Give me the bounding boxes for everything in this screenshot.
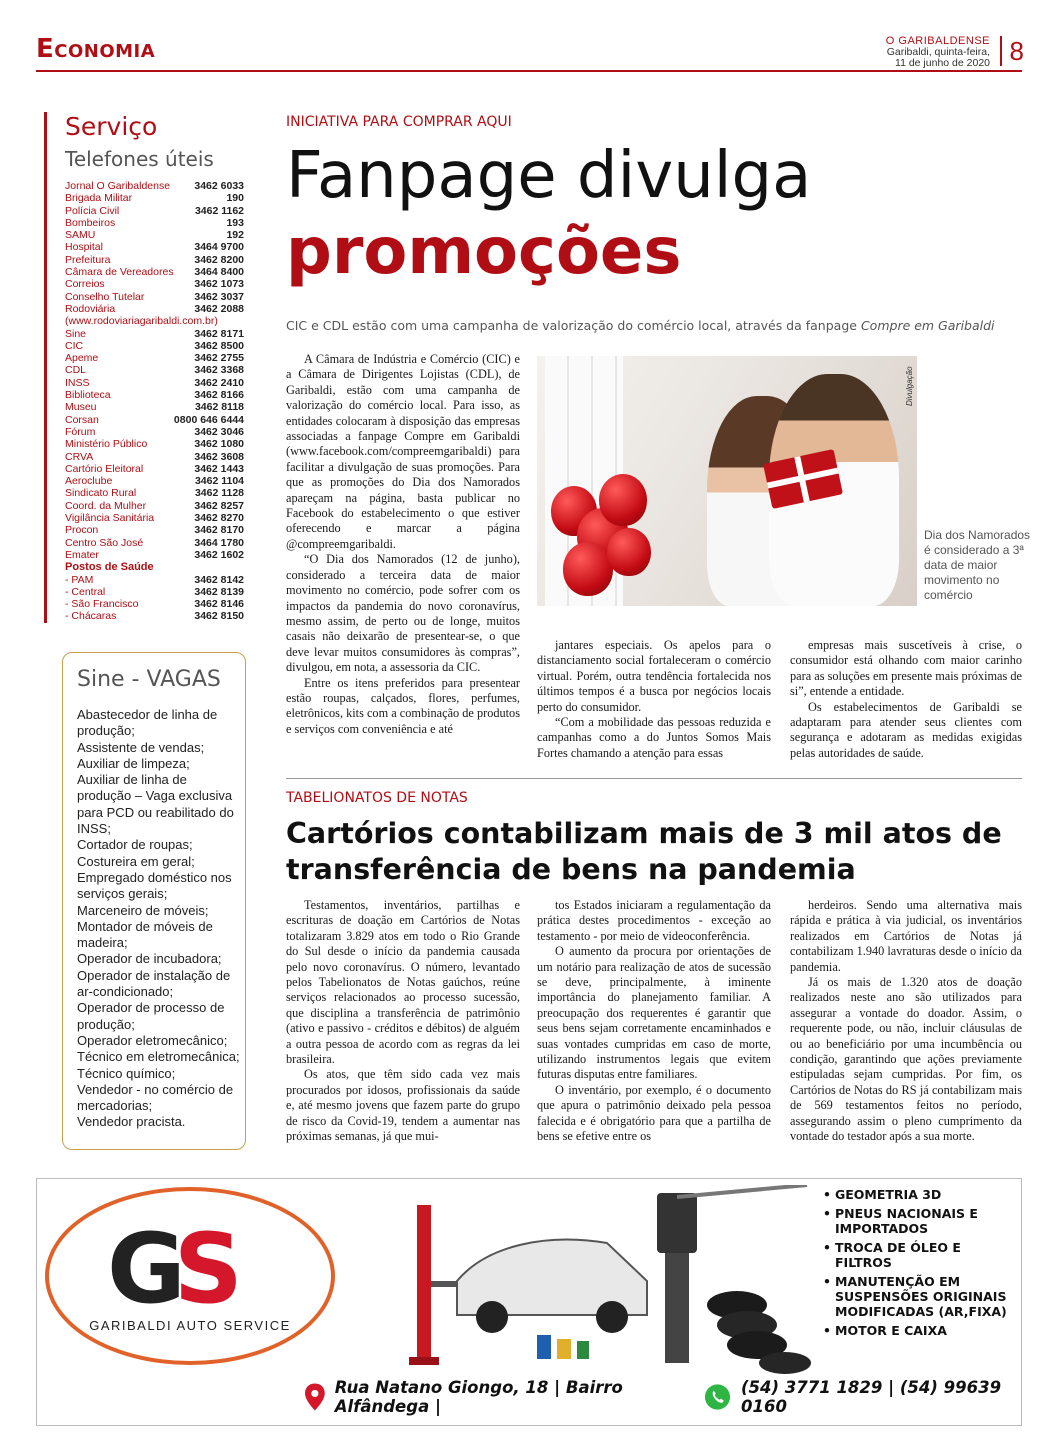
phone-row xyxy=(65,500,244,512)
phone-number: 3462 8166 xyxy=(194,389,244,402)
phone-name: Hospital xyxy=(65,241,103,254)
article2-column-3 xyxy=(790,898,1022,1145)
phone-name: Vigilância Sanitária xyxy=(65,512,155,525)
phone-row xyxy=(65,254,244,266)
phone-row xyxy=(65,217,244,229)
phone-row xyxy=(65,291,244,303)
phone-number: 3464 1780 xyxy=(194,536,244,549)
car-wheel xyxy=(476,1301,508,1333)
phone-name: CDL xyxy=(65,364,87,377)
phone-row xyxy=(65,180,244,192)
masthead xyxy=(886,36,990,69)
phone-name: Corsan xyxy=(65,413,99,426)
tire xyxy=(759,1352,811,1374)
phone-row xyxy=(65,438,244,450)
phone-row xyxy=(65,586,244,598)
alignment-machine xyxy=(657,1193,697,1253)
service-title: Serviço xyxy=(65,112,158,141)
photo-credit: Divulgação xyxy=(905,366,914,406)
ad-brand-name: GARIBALDI AUTO SERVICE xyxy=(89,1318,291,1333)
header-rule xyxy=(36,70,1022,72)
phone-name: Ministério Público xyxy=(65,438,148,451)
ad-logo-mark xyxy=(107,1213,231,1325)
phone-row xyxy=(65,610,244,622)
phone-row xyxy=(65,451,244,463)
phone-row xyxy=(65,315,244,327)
article2-kicker: TABELIONATOS DE NOTAS xyxy=(286,790,468,806)
ad-service-item: • MOTOR E CAIXA xyxy=(823,1323,1019,1338)
oil-can xyxy=(537,1335,551,1359)
ad-services-list xyxy=(823,1187,1019,1342)
ad-logo-g: G xyxy=(107,1213,174,1325)
phone-name: CIC xyxy=(65,339,84,352)
dateline-2: 11 de junho de 2020 xyxy=(895,57,990,69)
ad-garage-illustration xyxy=(397,1185,817,1375)
alignment-bar xyxy=(677,1185,807,1197)
paragraph: O aumento da procura por orientações de um notário para realização de atos de sucessão se deve, principalmente, à iminente importância do planejamento familiar. A preocupação dos requerentes é garantir que seus bens sejam corretamente encaminhados e suas vontades cumpridas em caso de morte, utilizando instrumentos legais que evitem futuras disputas entre familiares. xyxy=(537,944,771,1082)
phone-number: 3462 8139 xyxy=(194,585,244,598)
balloon xyxy=(563,542,613,596)
phone-number: 3462 1080 xyxy=(194,438,244,451)
phone-number: 3464 8400 xyxy=(194,266,244,279)
article2-headline: Cartórios contabilizam mais de 3 mil atos de transferência de bens na pandemia xyxy=(286,817,1002,886)
ad-contact-bar xyxy=(305,1379,1021,1415)
phone-name: Centro São José xyxy=(65,536,144,549)
phone-row xyxy=(65,401,244,413)
phone-name: Polícia Civil xyxy=(65,204,120,217)
phone-number: 3462 2410 xyxy=(194,376,244,389)
phone-row xyxy=(65,426,244,438)
phone-number: 3464 9700 xyxy=(194,241,244,254)
phone-row xyxy=(65,192,244,204)
article1-headline-line1: Fanpage divulga xyxy=(286,139,812,213)
ad-service-item: • MANUTENÇÃO EM SUSPENSÕES ORIGINAIS MODIFICADAS (AR,FIXA) xyxy=(823,1274,1019,1319)
phone-name: Sindicato Rural xyxy=(65,487,137,500)
phone-number: 3462 8270 xyxy=(194,512,244,525)
phone-number: 3462 3368 xyxy=(194,364,244,377)
article1-headline xyxy=(286,138,811,290)
paragraph: Os estabelecimentos de Garibaldi se adaptaram para atender seus clientes com segurança e adotaram as medidas exigidas pelas autoridades de saúde. xyxy=(790,699,1022,760)
phone-name: - São Francisco xyxy=(65,598,139,611)
phone-row xyxy=(65,328,244,340)
phone-row xyxy=(65,414,244,426)
phone-name: Brigada Militar xyxy=(65,192,133,205)
paper-name: O GARIBALDENSE xyxy=(885,35,990,47)
article1-kicker: INICIATIVA PARA COMPRAR AQUI xyxy=(286,114,512,130)
ad-service-item: • PNEUS NACIONAIS E IMPORTADOS xyxy=(823,1206,1019,1236)
phone-row xyxy=(65,549,244,561)
phone-name: Museu xyxy=(65,401,97,414)
service-subtitle: Telefones úteis xyxy=(65,147,214,171)
lift-post xyxy=(409,1357,439,1365)
phone-number: 0800 646 6444 xyxy=(173,413,244,426)
paragraph: Os atos, que têm sido cada vez mais procurados por idosos, profissionais da saúde e, até mesmo jovens que fazem parte do grupo de risco da Covid-19, tendem a aumentar nas próximas semanas, já que mui- xyxy=(286,1067,520,1144)
location-pin-icon xyxy=(305,1382,325,1412)
article1-deck-text: CIC e CDL estão com uma campanha de valorização do comércio local, através da fanpage xyxy=(286,318,857,333)
article1-column-2 xyxy=(537,638,771,761)
phone-number: 3462 8118 xyxy=(194,401,244,414)
paragraph: jantares especiais. Os apelos para o distanciamento social fortaleceram o comércio virtual. Porém, outra tendência fortalecida nos últimos tempos é a busca por negócios locais perto do consumidor. xyxy=(537,638,771,714)
phone-number: 3462 8500 xyxy=(194,339,244,352)
article2-column-2 xyxy=(537,898,771,1145)
phone-number: 3462 1443 xyxy=(194,462,244,475)
article1-column-1 xyxy=(286,352,520,737)
phone-row xyxy=(65,389,244,401)
phone-number: 3462 3608 xyxy=(194,450,244,463)
paragraph: herdeiros. Sendo uma alternativa mais rápida e prática à via judicial, os inventários realizados em Cartórios de Notas já contabilizam 1.940 lavraturas desde o início da pandemia. xyxy=(790,898,1022,974)
balloon xyxy=(607,528,651,576)
paragraph: Já os mais de 1.320 atos de doação realizados neste ano são utilizados para assegurar a vontade do doador. Assim, o requerente pode, ou não, incluir cláusulas de ou ao beneficiário por uma incumbência ou condição, garantindo que ações previamente estipuladas sejam cumpridas. Por fim, os Cartórios de Notas do RS já contabilizam mais de 569 testamentos feitos no período, assegurando assim o pleno cumprimento da vontade do testador após a sua morte. xyxy=(790,975,1022,1144)
ad-logo-s: S xyxy=(173,1213,231,1325)
phone-row xyxy=(65,340,244,352)
phone-number: 3462 8170 xyxy=(194,524,244,537)
article1-deck-italic: Compre em Garibaldi xyxy=(860,318,995,333)
phone-number: 3462 8142 xyxy=(194,573,244,586)
phone-number: 3462 8200 xyxy=(194,253,244,266)
phone-number: 3462 6033 xyxy=(194,180,244,192)
phone-name: Correios xyxy=(65,278,105,291)
paragraph: O inventário, por exemplo, é o documento que apura o patrimônio deixado pela pessoa falecida e é obrigatório para que a partilha de bens se efetive entre os xyxy=(537,1082,771,1144)
phone-name: Aeroclube xyxy=(65,475,113,488)
ad-address: Rua Natano Giongo, 18 | Bairro Alfândega | xyxy=(334,1378,623,1416)
whatsapp-icon[interactable] xyxy=(704,1382,731,1412)
phone-number: 3462 2755 xyxy=(194,352,244,365)
phone-name: Procon xyxy=(65,524,99,537)
phone-name: Câmara de Vereadores xyxy=(65,266,174,279)
phone-name: INSS xyxy=(65,376,90,389)
photo-caption: Dia dos Namorados é considerado a 3ª data de maior movimento no comércio xyxy=(924,528,1031,602)
advertisement[interactable] xyxy=(36,1178,1022,1426)
phone-list xyxy=(65,180,244,623)
phone-name: Coord. da Mulher xyxy=(65,499,147,512)
phone-row xyxy=(65,574,244,586)
service-box xyxy=(44,112,244,623)
article1-column-3 xyxy=(790,638,1022,761)
phone-row xyxy=(65,524,244,536)
article1-deck xyxy=(286,318,1026,333)
phone-name: (www.rodoviariagaribaldi.com.br) xyxy=(65,315,218,328)
phone-row xyxy=(65,364,244,376)
phone-number: 192 xyxy=(226,229,244,242)
phone-row xyxy=(65,229,244,241)
phone-name: - Chácaras xyxy=(65,610,117,623)
phone-number: 3462 8257 xyxy=(194,499,244,512)
phone-number: 3462 1602 xyxy=(194,548,244,561)
phone-row xyxy=(65,278,244,290)
ad-service-item: • GEOMETRIA 3D xyxy=(823,1187,1019,1202)
phone-name: Rodoviária xyxy=(65,302,116,315)
phone-row xyxy=(65,463,244,475)
phone-name: - PAM xyxy=(65,573,94,586)
sine-box xyxy=(62,652,246,1150)
phone-row xyxy=(65,487,244,499)
phone-name: Bombeiros xyxy=(65,216,116,229)
phone-number: 3462 8150 xyxy=(194,610,244,623)
phone-row xyxy=(65,377,244,389)
phone-row xyxy=(65,475,244,487)
sine-title: Sine - VAGAS xyxy=(77,667,221,692)
phone-row xyxy=(65,266,244,278)
section-title: Economia xyxy=(36,34,156,64)
phone-name: Conselho Tutelar xyxy=(65,290,145,303)
paragraph: “O Dia dos Namorados (12 de junho), considerado a terceira data de maior movimento no comércio, pode sofrer com os impactos da pandemia do novo coronavírus, mesmo assim, de perto ou de longe, muitos casais não deixarão de presentear-se, o que deve levar muitos consumidores às compras”, divulgou, em nota, a assessoria da CIC. xyxy=(286,552,520,675)
phone-name: Prefeitura xyxy=(65,253,111,266)
phone-name: Apeme xyxy=(65,352,99,365)
phone-number: 3462 1162 xyxy=(194,204,244,217)
phone-name: Cartório Eleitoral xyxy=(65,462,144,475)
phone-row xyxy=(65,537,244,549)
article2-column-1 xyxy=(286,898,520,1145)
phone-number: 3462 1073 xyxy=(194,278,244,291)
phone-name: Sine xyxy=(65,327,87,340)
balloon xyxy=(599,474,647,526)
phone-name: - Central xyxy=(65,585,106,598)
paragraph: A Câmara de Indústria e Comércio (CIC) e a Câmara de Dirigentes Lojistas (CDL), de Garibaldi, estão com uma campanha de valorização do comércio local. Para isso, as entidades colocaram à disposição das empresas associadas a fanpage Compre em Garibaldi (www.facebook.com/compreemgaribaldi) para facilitar a divulgação de suas promoções. Para que as promoções do Dia dos Namorados apareçam na página, basta publicar no Facebook do estabelecimento o que estiver oferecendo e marcar a página @compreemgaribaldi. xyxy=(286,352,520,551)
phone-number: 190 xyxy=(226,192,244,205)
ad-phones: (54) 3771 1829 | (54) 99639 0160 xyxy=(741,1378,1002,1416)
lift-post xyxy=(417,1205,431,1365)
phone-name: CRVA xyxy=(65,450,94,463)
phone-number: 3462 1104 xyxy=(194,475,244,488)
phone-row xyxy=(65,352,244,364)
phone-row xyxy=(65,205,244,217)
health-posts-heading: Postos de Saúde xyxy=(65,561,154,574)
phone-number: 3462 3046 xyxy=(194,425,244,438)
ad-service-item: • TROCA DE ÓLEO E FILTROS xyxy=(823,1240,1019,1270)
phone-number: 3462 8146 xyxy=(194,598,244,611)
phone-number: 3462 1128 xyxy=(194,487,244,500)
phone-number: 193 xyxy=(226,216,244,229)
oil-can xyxy=(557,1339,571,1359)
paragraph: Entre os itens preferidos para presentear estão roupas, calçados, flores, perfumes, eletrônicos, kits com a combinação de produtos e serviços com conveniência e até xyxy=(286,675,520,736)
phone-name: Fórum xyxy=(65,425,96,438)
alignment-machine xyxy=(665,1253,689,1363)
phone-name: Jornal O Garibaldense xyxy=(65,180,171,192)
phone-name: Emater xyxy=(65,548,99,561)
phone-name: SAMU xyxy=(65,229,96,242)
ad-logo xyxy=(45,1187,335,1365)
paragraph: “Com a mobilidade das pessoas reduzida e campanhas como a do Juntos Somos Mais Fortes chamando a atenção para essas xyxy=(537,715,771,760)
phone-number: 3462 8171 xyxy=(194,327,244,340)
paragraph: empresas mais suscetíveis à crise, o consumidor está olhando com maior carinho para as soluções em presente mais próximas de si”, entende a entidade. xyxy=(790,638,1022,699)
dateline-1: Garibaldi, quinta-feira, xyxy=(886,46,990,58)
article1-photo xyxy=(537,356,917,606)
phone-number: 3462 3037 xyxy=(194,290,244,303)
phone-row xyxy=(65,598,244,610)
page-number: 8 xyxy=(1000,36,1024,66)
phone-number: 3462 2088 xyxy=(194,302,244,315)
paragraph: Testamentos, inventários, partilhas e escrituras de doação em Cartórios de Notas totalizaram 3.829 atos em todo o Rio Grande do Sul desde o início da pandemia causada pelo novo coronavírus. O número, levantado pelos Tabelionatos de Notas gaúchos, reúne serviços relacionados ao processo sucessão, que disciplina a transferência de patrimônio (ativo e passivo - créditos e débitos) de alguém a outra pessoa de acordo com as regras da lei brasileira. xyxy=(286,898,520,1067)
car-wheel xyxy=(596,1301,628,1333)
phone-name: Biblioteca xyxy=(65,389,111,402)
paragraph: tos Estados iniciaram a regulamentação da prática destes procedimentos - exceção ao testamento - por meio de videoconferência. xyxy=(537,898,771,943)
sine-job-list: Abastecedor de linha de produção; Assistente de vendas; Auxiliar de limpeza; Auxiliar de linha de produção – Vaga exclusiva para PCD ou reabilitado do INSS; Cortador de roupas; Costureira em geral; Empregado doméstico nos serviços gerais; Marceneiro de móveis; Montador de móveis de madeira; Operador de incubadora; Operador de instalação de ar-condicionado; Operador de processo de produção; Operador eletromecânico; Técnico em eletromecânica; Técnico químico; Vendedor - no comércio de mercadorias; Vendedor pracista. xyxy=(77,707,240,1130)
article1-headline-line2: promoções xyxy=(286,215,682,289)
article-divider xyxy=(286,778,1022,779)
phone-row xyxy=(65,241,244,253)
oil-can xyxy=(577,1341,589,1359)
phone-row xyxy=(65,303,244,315)
phone-row xyxy=(65,512,244,524)
